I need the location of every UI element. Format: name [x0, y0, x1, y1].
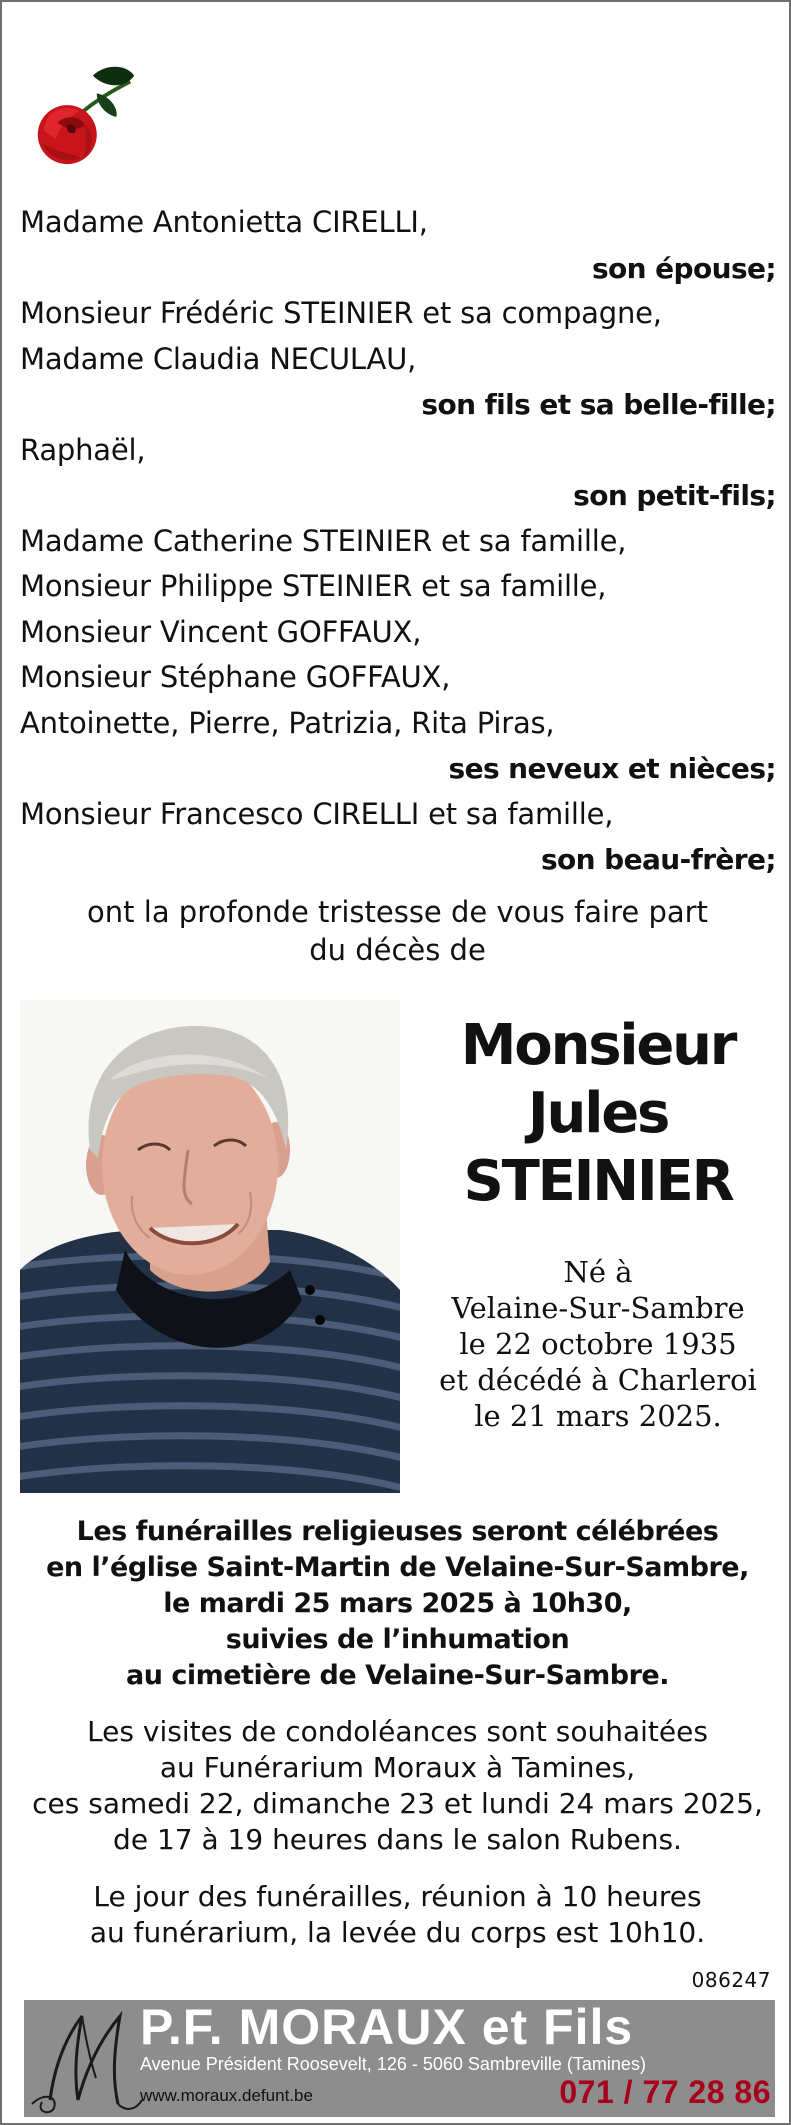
family-line: Monsieur Francesco CIRELLI et sa famille,	[20, 796, 614, 831]
relation-line: son petit-fils;	[573, 479, 776, 512]
family-line: Madame Catherine STEINIER et sa famille,	[20, 523, 627, 558]
relation-line: son épouse;	[591, 251, 776, 285]
birthplace: Velaine-Sur-Sambre	[451, 1291, 745, 1325]
visits-line: ces samedi 22, dimanche 23 et lundi 24 mars 2025,	[32, 1787, 763, 1820]
reference-number: 086247	[691, 1968, 771, 1992]
visits-line: de 17 à 19 heures dans le salon Rubens.	[113, 1823, 682, 1856]
company-phone[interactable]: 071 / 77 28 86	[559, 2074, 771, 2110]
rose-icon	[24, 54, 142, 172]
funeral-line: Les funérailles religieuses seront célébrées	[76, 1516, 719, 1547]
funeral-home-banner	[24, 2000, 775, 2117]
announcement-line: ont la profonde tristesse de vous faire part	[87, 895, 708, 929]
relation-line: ses neveux et nièces;	[448, 752, 776, 785]
family-line: Madame Antonietta CIRELLI,	[20, 205, 428, 239]
family-line: Madame Claudia NECULAU,	[20, 341, 417, 376]
family-line: Monsieur Frédéric STEINIER et sa compagne,	[20, 296, 662, 330]
deceased-first-name: Jules	[527, 1081, 669, 1146]
family-line: Antoinette, Pierre, Patrizia, Rita Piras,	[20, 705, 555, 740]
birth-death-info	[422, 1254, 774, 1434]
company-address: Avenue Président Roosevelt, 126 - 5060 Sambreville (Tamines)	[140, 2054, 646, 2074]
family-line: Monsieur Stéphane GOFFAUX,	[20, 660, 451, 694]
funeral-day-info	[2, 1879, 791, 1951]
announcement-line: du décès de	[309, 933, 486, 967]
funeral-day-line: Le jour des funérailles, réunion à 10 heures	[93, 1880, 702, 1913]
funeral-line: le mardi 25 mars 2025 à 10h30,	[163, 1588, 632, 1619]
deceased-title: Monsieur	[460, 1013, 736, 1078]
death-place: et décédé à Charleroi	[439, 1363, 757, 1397]
relation-line: son fils et sa belle-fille;	[421, 388, 776, 421]
deceased-portrait	[20, 1000, 400, 1493]
birth-date: le 22 octobre 1935	[459, 1327, 737, 1361]
deceased-name	[422, 1012, 774, 1216]
announcement	[2, 893, 791, 969]
family-list	[20, 200, 776, 883]
deceased-last-name: STEINIER	[463, 1149, 733, 1214]
funeral-line: suivies de l’inhumation	[225, 1624, 570, 1655]
funeral-line: au cimetière de Velaine-Sur-Sambre.	[126, 1660, 669, 1691]
funeral-details	[2, 1514, 791, 1694]
visits-info	[2, 1714, 791, 1858]
family-line: Monsieur Vincent GOFFAUX,	[20, 614, 422, 649]
born-label: Né à	[563, 1255, 633, 1289]
relation-line: son beau-frère;	[540, 843, 776, 876]
moraux-monogram-logo	[24, 2000, 152, 2117]
family-line: Monsieur Philippe STEINIER et sa famille,	[20, 569, 607, 603]
visits-line: au Funérarium Moraux à Tamines,	[159, 1751, 636, 1784]
family-line: Raphaël,	[20, 432, 146, 467]
funeral-line: en l’église Saint-Martin de Velaine-Sur-Sambre,	[46, 1552, 749, 1583]
company-name: P.F. MORAUX et Fils	[140, 2000, 634, 2055]
death-date: le 21 mars 2025.	[474, 1399, 722, 1433]
visits-line: Les visites de condoléances sont souhaitées	[87, 1715, 708, 1748]
company-website[interactable]: www.moraux.defunt.be	[140, 2086, 313, 2105]
funeral-day-line: au funérarium, la levée du corps est 10h10.	[89, 1916, 706, 1949]
